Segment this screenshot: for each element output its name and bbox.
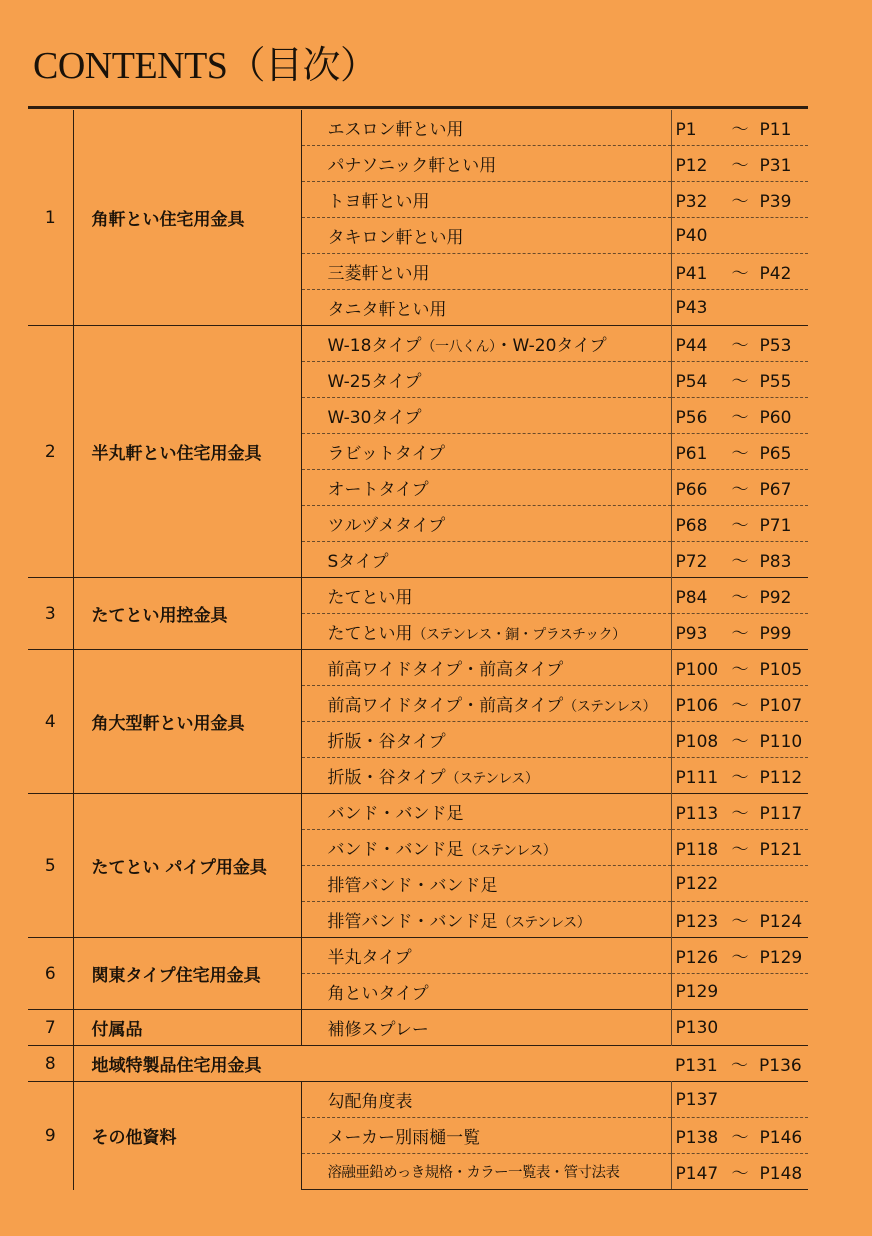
entry-label-text: 前高ワイドタイプ・前高タイプ (327, 696, 564, 716)
section-number-text: 3 (44, 603, 56, 624)
entry-sublabel-text: （ステンレス） (445, 771, 539, 787)
page-range-tilde: ～ (731, 1128, 749, 1148)
toc-entry-label[interactable] (301, 398, 671, 434)
page-range-tilde: ～ (731, 588, 749, 608)
page-range-tilde: ～ (731, 1164, 749, 1184)
toc-entry-label[interactable] (301, 902, 671, 938)
section-number-text: 2 (44, 441, 56, 462)
page-range-tilde: ～ (731, 732, 749, 752)
toc-entry-label[interactable] (301, 722, 671, 758)
page-from: P93 (675, 624, 708, 644)
section-number-text: 1 (44, 207, 56, 228)
section-category-text: 角軒とい住宅用金具 (91, 210, 245, 230)
entry-label-text: たてとい用 (327, 624, 413, 644)
toc-entry-label[interactable] (301, 542, 671, 578)
page-from: P113 (675, 804, 719, 824)
page-from: P72 (675, 552, 708, 572)
toc-row (28, 1082, 808, 1118)
toc-entry-label[interactable] (301, 578, 671, 614)
page-from: P147 (675, 1164, 719, 1184)
toc-entry-label[interactable] (301, 1082, 671, 1118)
toc-entry-pages[interactable] (671, 1046, 808, 1082)
toc-entry-label[interactable] (301, 506, 671, 542)
page-from: P123 (675, 912, 719, 932)
section-number-text: 6 (44, 963, 56, 984)
toc-entry-label[interactable] (301, 866, 671, 902)
toc-entry-label[interactable] (301, 254, 671, 290)
page-to: P60 (759, 408, 792, 428)
section-category (73, 326, 301, 578)
page-range-tilde: ～ (731, 660, 749, 680)
section-category (73, 794, 301, 938)
page-range-tilde: ～ (731, 948, 749, 968)
page-from: P12 (675, 156, 708, 176)
section-category (73, 650, 301, 794)
toc-row (28, 794, 808, 830)
page-from: P68 (675, 516, 708, 536)
section-category (73, 938, 301, 1010)
toc-row (28, 110, 808, 146)
toc-row (28, 1010, 808, 1046)
entry-label-text: 排管バンド・バンド足 (327, 912, 498, 932)
page-from: P43 (675, 297, 708, 318)
entry-label-text: Sタイプ (327, 552, 389, 572)
section-category (73, 578, 301, 650)
toc-entry-pages[interactable] (671, 182, 808, 218)
page-to: P146 (759, 1128, 803, 1148)
entry-label-text: ラビットタイプ (327, 444, 445, 464)
page-to: P117 (759, 804, 803, 824)
page-range-tilde: ～ (731, 804, 749, 824)
toc-entry-label[interactable] (301, 110, 671, 146)
toc-entry-pages[interactable] (671, 362, 808, 398)
entry-sublabel-text: （ステンレス・銅・プラスチック） (412, 627, 626, 643)
page-to: P11 (759, 120, 792, 140)
page-from: P108 (675, 732, 719, 752)
entry-sublabel-text: （ステンレス） (563, 699, 657, 715)
page-to: P107 (759, 696, 803, 716)
toc-entry-pages[interactable] (671, 794, 808, 830)
page-range-tilde: ～ (731, 120, 749, 140)
toc-entry-label[interactable] (301, 974, 671, 1010)
toc-entry-label[interactable] (301, 146, 671, 182)
section-category-text: その他資料 (91, 1128, 177, 1149)
section-number-text: 7 (44, 1017, 56, 1038)
section-number (28, 1010, 73, 1046)
section-number (28, 794, 73, 938)
page-from: P138 (675, 1128, 719, 1148)
entry-label-suffix: ・W-20タイプ (495, 336, 607, 356)
section-number (28, 650, 73, 794)
entry-label-text: たてとい用 (327, 588, 413, 608)
toc-entry-pages[interactable] (671, 290, 808, 326)
page-to: P31 (759, 156, 792, 176)
page-to: P42 (759, 264, 792, 284)
toc-row (28, 326, 808, 362)
page-range-tilde: ～ (731, 624, 749, 644)
section-category-text: 地域特製品住宅用金具 (91, 1056, 262, 1076)
entry-label-text: W-30タイプ (327, 408, 422, 428)
section-category-text: 付属品 (91, 1020, 143, 1040)
entry-label-text: 補修スプレー (327, 1020, 429, 1040)
toc-entry-label[interactable] (301, 1046, 671, 1082)
page-from: P40 (675, 225, 708, 246)
page-from: P100 (675, 660, 719, 680)
page-to: P112 (759, 768, 803, 788)
page-range-tilde: ～ (731, 696, 749, 716)
title-divider (28, 106, 808, 109)
page-to: P53 (759, 336, 792, 356)
page-range-tilde: ～ (731, 156, 749, 176)
section-number-text: 5 (44, 855, 56, 876)
toc-entry-pages[interactable] (671, 614, 808, 650)
toc-entry-pages[interactable] (671, 722, 808, 758)
page-to: P105 (759, 660, 803, 680)
page-title: CONTENTS（目次） (33, 45, 378, 87)
toc-entry-label[interactable] (301, 182, 671, 218)
entry-label-text: 前高ワイドタイプ・前高タイプ (327, 660, 564, 680)
page-to: P110 (759, 732, 803, 752)
page-to: P39 (759, 192, 792, 212)
entry-label-text: ツルヅメタイプ (327, 516, 446, 536)
toc-entry-pages[interactable] (671, 506, 808, 542)
page-range-tilde: ～ (731, 408, 749, 428)
page-range-tilde: ～ (731, 912, 749, 932)
page-range-tilde: ～ (731, 840, 749, 860)
page-from: P54 (675, 372, 708, 392)
toc-entry-pages[interactable] (671, 1118, 808, 1154)
toc-entry-pages[interactable] (671, 146, 808, 182)
page-to: P67 (759, 480, 792, 500)
entry-label-text: 折版・谷タイプ (327, 732, 446, 752)
entry-sublabel-text: （一八くん） (421, 339, 496, 355)
page-from: P41 (675, 264, 708, 284)
toc-row (28, 1046, 808, 1082)
section-category (73, 1082, 301, 1190)
entry-label-text: 勾配角度表 (327, 1092, 413, 1112)
section-category (73, 110, 301, 326)
page-from: P131 (675, 1056, 718, 1076)
page-range-tilde: ～ (731, 192, 749, 212)
toc-entry-pages[interactable] (671, 434, 808, 470)
toc-entry-label[interactable] (301, 686, 671, 722)
page-range-tilde: ～ (731, 444, 749, 464)
page-from: P84 (675, 588, 708, 608)
page-to: P71 (759, 516, 792, 536)
page-from: P118 (675, 840, 719, 860)
page-from: P61 (675, 444, 708, 464)
section-category-text: 角大型軒とい用金具 (91, 714, 245, 734)
page-range-tilde: ～ (731, 552, 749, 572)
section-category-text: 関東タイプ住宅用金具 (91, 966, 261, 986)
toc-entry-pages[interactable] (671, 650, 808, 686)
toc-entry-label[interactable] (301, 1154, 671, 1190)
entry-label-text: 排管バンド・バンド足 (327, 876, 498, 896)
section-number (28, 326, 73, 578)
section-number (28, 938, 73, 1010)
section-number (28, 1082, 73, 1190)
entry-label-text: バンド・バンド足 (327, 840, 464, 860)
section-number (28, 1046, 73, 1082)
section-category-text: たてとい パイプ用金具 (91, 858, 267, 878)
page-to: P83 (759, 552, 792, 572)
toc-entry-pages[interactable] (671, 974, 808, 1010)
entry-label-text: 折版・谷タイプ (327, 768, 446, 788)
toc-row (28, 938, 808, 974)
entry-sublabel-text: （ステンレス） (497, 915, 591, 931)
toc-entry-pages[interactable] (671, 218, 808, 254)
page-from: P129 (675, 981, 719, 1002)
page-from: P66 (675, 480, 708, 500)
page-to: P65 (759, 444, 792, 464)
toc-entry-pages[interactable] (671, 398, 808, 434)
page-to: P55 (759, 372, 792, 392)
toc-entry-label[interactable] (301, 470, 671, 506)
entry-label-text: W-18タイプ (327, 336, 422, 356)
toc-entry-label[interactable] (301, 362, 671, 398)
toc-entry-pages[interactable] (671, 578, 808, 614)
toc-entry-pages[interactable] (671, 830, 808, 866)
page-to: P124 (759, 912, 803, 932)
page-from: P137 (675, 1089, 719, 1110)
toc-entry-pages[interactable] (671, 902, 808, 938)
entry-label-text: 半丸タイプ (327, 948, 412, 968)
section-number (28, 110, 73, 326)
toc-entry-label[interactable] (301, 938, 671, 974)
section-category (73, 1010, 301, 1046)
toc-entry-pages[interactable] (671, 938, 808, 974)
page-range-tilde: ～ (731, 768, 749, 788)
section-number-text: 8 (44, 1053, 56, 1074)
page-from: P130 (675, 1017, 719, 1038)
entry-label-text: メーカー別雨樋一覧 (327, 1128, 481, 1148)
entry-sublabel-text: （ステンレス） (463, 843, 557, 859)
page-to: P148 (759, 1164, 803, 1184)
entry-label-text: パナソニック軒とい用 (327, 156, 497, 176)
toc-entry-pages[interactable] (671, 1154, 808, 1190)
toc-entry-label[interactable] (301, 830, 671, 866)
entry-label-text: 溶融亜鉛めっき規格・カラー一覧表・管寸法表 (327, 1165, 620, 1181)
entry-label-text: W-25タイプ (327, 372, 422, 392)
page-range-tilde: ～ (731, 336, 749, 356)
toc-entry-pages[interactable] (671, 686, 808, 722)
entry-label-text: タニタ軒とい用 (327, 300, 447, 320)
page-from: P32 (675, 192, 708, 212)
page-to: P99 (759, 624, 792, 644)
toc-entry-pages[interactable] (671, 866, 808, 902)
page-to: P121 (759, 840, 803, 860)
toc-entry-label[interactable] (301, 758, 671, 794)
entry-label-text: 三菱軒とい用 (327, 264, 430, 284)
toc-row (28, 578, 808, 614)
page-from: P106 (675, 696, 719, 716)
toc-entry-label[interactable] (301, 794, 671, 830)
entry-label-text: トヨ軒とい用 (327, 192, 430, 212)
page-to: P92 (759, 588, 792, 608)
page-range-tilde: ～ (731, 372, 749, 392)
page-from: P1 (675, 120, 697, 140)
section-number-text: 4 (44, 711, 56, 732)
section-number (28, 578, 73, 650)
page-range-tilde: ～ (731, 480, 749, 500)
toc-entry-pages[interactable] (671, 1010, 808, 1046)
section-category-text: 半丸軒とい住宅用金具 (91, 444, 262, 464)
toc-row (28, 650, 808, 686)
toc-entry-label[interactable] (301, 1118, 671, 1154)
toc-entry-label[interactable] (301, 614, 671, 650)
page-range-tilde: ～ (731, 516, 749, 536)
contents-table (28, 110, 808, 1190)
toc-entry-pages[interactable] (671, 758, 808, 794)
toc-entry-pages[interactable] (671, 326, 808, 362)
entry-label-text: オートタイプ (327, 480, 429, 500)
toc-entry-label[interactable] (301, 1010, 671, 1046)
toc-entry-pages[interactable] (671, 470, 808, 506)
page-to: P129 (759, 948, 803, 968)
toc-entry-pages[interactable] (671, 1082, 808, 1118)
section-number-text: 9 (44, 1125, 56, 1146)
entry-label-text: 角といタイプ (327, 984, 429, 1004)
toc-entry-label[interactable] (301, 650, 671, 686)
page-from: P126 (675, 948, 719, 968)
entry-label-text: エスロン軒とい用 (327, 120, 464, 140)
toc-entry-pages[interactable] (671, 110, 808, 146)
page-range-tilde: ～ (731, 1056, 748, 1076)
toc-entry-label[interactable] (301, 434, 671, 470)
page-from: P122 (675, 873, 719, 894)
toc-entry-pages[interactable] (671, 254, 808, 290)
toc-entry-pages[interactable] (671, 542, 808, 578)
page-to: P136 (759, 1056, 802, 1076)
page-range-tilde: ～ (731, 264, 749, 284)
section-category (73, 1046, 301, 1082)
section-category-text: たてとい用控金具 (91, 606, 228, 626)
page-from: P44 (675, 336, 708, 356)
page-from: P56 (675, 408, 708, 428)
toc-entry-label[interactable] (301, 326, 671, 362)
entry-label-text: バンド・バンド足 (327, 804, 464, 824)
page-from: P111 (675, 768, 719, 788)
entry-label-text: タキロン軒とい用 (327, 228, 464, 248)
toc-entry-label[interactable] (301, 290, 671, 326)
toc-entry-label[interactable] (301, 218, 671, 254)
